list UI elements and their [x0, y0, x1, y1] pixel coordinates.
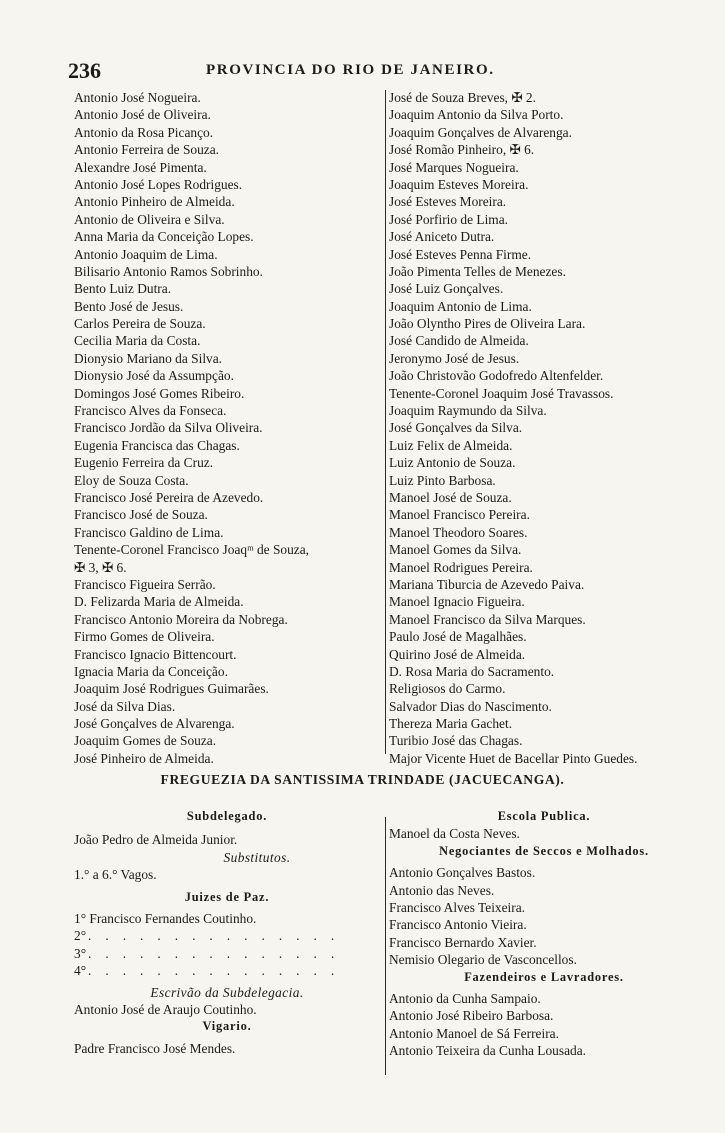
- page-header: [60, 58, 590, 82]
- name-entry: D. Felizarda Maria de Almeida.: [74, 594, 244, 610]
- escola-heading: Escola Publica.: [497, 809, 591, 823]
- juiz-vacant-list: [74, 927, 380, 979]
- name-entry: José Gonçalves da Silva.: [389, 420, 523, 436]
- name-entry: José Gonçalves de Alvarenga.: [74, 716, 235, 732]
- name-entry: D. Rosa Maria do Sacramento.: [389, 663, 555, 679]
- name-entry: Francisco José Pereira de Azevedo.: [74, 489, 264, 505]
- escrivao-name: Antonio José de Araujo Coutinho.: [74, 1002, 257, 1018]
- juiz-vacant-row: [74, 945, 380, 962]
- name-entry: Francisco Jordão da Silva Oliveira.: [74, 420, 263, 436]
- column-divider-bottom: [385, 817, 386, 1075]
- name-entry: Manoel Gomes da Silva.: [389, 542, 522, 558]
- name-entry: Francisco Antonio Moreira da Nobrega.: [74, 611, 288, 627]
- name-entry: Antonio José Nogueira.: [74, 90, 201, 105]
- substitutos-value: 1.° a 6.° Vagos.: [74, 867, 157, 883]
- juiz-1: 1° Francisco Fernandes Coutinho.: [74, 911, 257, 927]
- fazendeiro-entry: Antonio José Ribeiro Barbosa.: [389, 1008, 554, 1024]
- subdelegado-name: João Pedro de Almeida Junior.: [74, 832, 238, 848]
- name-entry: Antonio José Lopes Rodrigues.: [74, 176, 243, 192]
- escrivao-heading: Escrivão da Subdelegacia.: [150, 984, 304, 1000]
- name-entry: Joaquim Esteves Moreira.: [389, 176, 529, 192]
- name-entry: Francisco Figueira Serrão.: [74, 576, 216, 592]
- name-entry: Bento Luiz Dutra.: [74, 281, 172, 297]
- leader-dots: ...............: [88, 945, 349, 961]
- fazendeiros-list: [389, 990, 699, 1060]
- name-entry: Francisco Ignacio Bittencourt.: [74, 646, 237, 662]
- name-entry: Quirino José de Almeida.: [389, 646, 526, 662]
- negociantes-list: [389, 864, 699, 968]
- name-entry: Ignacia Maria da Conceição.: [74, 663, 228, 679]
- negociante-entry: Francisco Bernardo Xavier.: [389, 934, 537, 950]
- name-entry: Bento José de Jesus.: [74, 298, 184, 314]
- substitutos-heading: Substitutos.: [223, 849, 291, 865]
- name-entry: José Marques Nogueira.: [389, 159, 519, 175]
- name-entry: Joaquim José Rodrigues Guimarães.: [74, 681, 269, 697]
- name-entry: José Luiz Gonçalves.: [389, 281, 504, 297]
- column-divider-top: [385, 90, 386, 754]
- name-entry: José Candido de Almeida.: [389, 333, 529, 349]
- name-entry: Paulo José de Magalhães.: [389, 629, 527, 645]
- name-entry: Anna Maria da Conceição Lopes.: [74, 229, 254, 245]
- name-entry: Manoel Theodoro Soares.: [389, 524, 528, 540]
- name-entry: Francisco Galdino de Lima.: [74, 524, 224, 540]
- name-entry: Manoel José de Souza.: [389, 489, 512, 505]
- name-entry: Carlos Pereira de Souza.: [74, 316, 206, 332]
- name-entry: Jeronymo José de Jesus.: [389, 350, 520, 366]
- name-entry: Antonio Pinheiro de Almeida.: [74, 194, 235, 210]
- name-entry: Antonio Joaquim de Lima.: [74, 246, 218, 262]
- name-entry: Salvador Dias do Nascimento.: [389, 698, 552, 714]
- name-entry: Tenente-Coronel Joaquim José Travassos.: [389, 385, 614, 401]
- juiz-ordinal: 4°: [74, 963, 87, 979]
- name-entry: Antonio da Rosa Picanço.: [74, 124, 214, 140]
- commerce-block: [389, 808, 699, 1060]
- juiz-vacant-row: [74, 962, 380, 979]
- name-entry: Tenente-Coronel Francisco Joaqᵐ de Souza,: [74, 542, 310, 558]
- name-entry: João Olyntho Pires de Oliveira Lara.: [389, 316, 586, 332]
- page-number: 236: [68, 58, 101, 83]
- name-entry: ✠ 3, ✠ 6.: [74, 559, 127, 575]
- running-title: PROVINCIA DO RIO DE JANEIRO.: [206, 62, 495, 78]
- juiz-ordinal: 2°: [74, 928, 87, 944]
- name-entry: Eugenia Francisca das Chagas.: [74, 437, 240, 453]
- negociante-entry: Nemisio Olegario de Vasconcellos.: [389, 952, 577, 968]
- name-entry: Manoel Francisco Pereira.: [389, 507, 530, 523]
- subdelegado-block: [74, 808, 380, 1057]
- name-entry: Alexandre José Pimenta.: [74, 159, 207, 175]
- name-entry: Luiz Pinto Barbosa.: [389, 472, 496, 488]
- leader-dots: ...............: [88, 928, 349, 944]
- name-entry: Luiz Antonio de Souza.: [389, 455, 516, 471]
- name-entry: José de Souza Breves, ✠ 2.: [389, 90, 536, 105]
- name-entry: Domingos José Gomes Ribeiro.: [74, 385, 245, 401]
- juiz-vacant-row: [74, 927, 380, 944]
- name-entry: José da Silva Dias.: [74, 698, 176, 714]
- name-entry: José Porfirio de Lima.: [389, 211, 509, 227]
- name-entry: Manoel Ignacio Figueira.: [389, 594, 525, 610]
- name-entry: José Pinheiro de Almeida.: [74, 750, 214, 766]
- name-entry: Francisco Alves da Fonseca.: [74, 403, 227, 419]
- name-entry: Dionysio Mariano da Silva.: [74, 350, 223, 366]
- name-entry: Francisco José de Souza.: [74, 507, 208, 523]
- name-entry: Turibio José das Chagas.: [389, 733, 523, 749]
- name-entry: Joaquim Antonio da Silva Porto.: [389, 107, 564, 123]
- fazendeiro-entry: Antonio Manoel de Sá Ferreira.: [389, 1025, 559, 1041]
- name-entry: José Esteves Moreira.: [389, 194, 507, 210]
- name-entry: Joaquim Gomes de Souza.: [74, 733, 217, 749]
- escola-name: Manoel da Costa Neves.: [389, 826, 520, 842]
- name-entry: João Pimenta Telles de Menezes.: [389, 263, 566, 279]
- name-entry: Luiz Felix de Almeida.: [389, 437, 513, 453]
- name-entry: Bilisario Antonio Ramos Sobrinho.: [74, 263, 263, 279]
- negociante-entry: Antonio Gonçalves Bastos.: [389, 865, 536, 881]
- vigario-name: Padre Francisco José Mendes.: [74, 1040, 236, 1056]
- name-entry: Antonio Ferreira de Souza.: [74, 142, 220, 158]
- name-entry: José Esteves Penna Firme.: [389, 246, 532, 262]
- name-entry: Cecilia Maria da Costa.: [74, 333, 201, 349]
- name-entry: Joaquim Antonio de Lima.: [389, 298, 532, 314]
- right-name-column: [389, 89, 714, 767]
- name-entry: Mariana Tiburcia de Azevedo Paiva.: [389, 576, 585, 592]
- negociante-entry: Francisco Antonio Vieira.: [389, 917, 527, 933]
- negociantes-heading: Negociantes de Seccos e Molhados.: [439, 843, 649, 858]
- negociante-entry: Francisco Alves Teixeira.: [389, 900, 526, 916]
- section-title: FREGUEZIA DA SANTISSIMA TRINDADE (JACUECANGA).: [160, 772, 565, 787]
- name-entry: Firmo Gomes de Oliveira.: [74, 629, 215, 645]
- name-entry: Joaquim Gonçalves de Alvarenga.: [389, 124, 572, 140]
- leader-dots: ...............: [88, 963, 349, 979]
- vigario-heading: Vigario.: [202, 1019, 252, 1034]
- left-name-column: [74, 89, 384, 767]
- name-entry: José Romão Pinheiro, ✠ 6.: [389, 142, 535, 158]
- name-entry: Eugenio Ferreira da Cruz.: [74, 455, 214, 471]
- name-entry: Manoel Rodrigues Pereira.: [389, 559, 533, 575]
- name-entry: Eloy de Souza Costa.: [74, 472, 189, 488]
- name-entry: Thereza Maria Gachet.: [389, 716, 513, 732]
- negociante-entry: Antonio das Neves.: [389, 882, 495, 898]
- fazendeiro-entry: Antonio da Cunha Sampaio.: [389, 991, 541, 1007]
- subdelegado-heading: Subdelegado.: [186, 809, 268, 823]
- name-entry: João Christovão Godofredo Altenfelder.: [389, 368, 604, 384]
- name-entry: Antonio de Oliveira e Silva.: [74, 211, 225, 227]
- name-entry: Manoel Francisco da Silva Marques.: [389, 611, 586, 627]
- juiz-ordinal: 3°: [74, 945, 87, 961]
- name-entry: Joaquim Raymundo da Silva.: [389, 403, 547, 419]
- name-entry: Major Vicente Huet de Bacellar Pinto Guedes.: [389, 750, 638, 766]
- fazendeiros-heading: Fazendeiros e Lavradores.: [464, 969, 624, 984]
- name-entry: Religiosos do Carmo.: [389, 681, 506, 697]
- juizes-heading: Juizes de Paz.: [184, 889, 270, 904]
- fazendeiro-entry: Antonio Teixeira da Cunha Lousada.: [389, 1043, 587, 1059]
- name-entry: Antonio José de Oliveira.: [74, 107, 211, 123]
- name-entry: José Aniceto Dutra.: [389, 229, 495, 245]
- name-entry: Dionysio José da Assumpção.: [74, 368, 234, 384]
